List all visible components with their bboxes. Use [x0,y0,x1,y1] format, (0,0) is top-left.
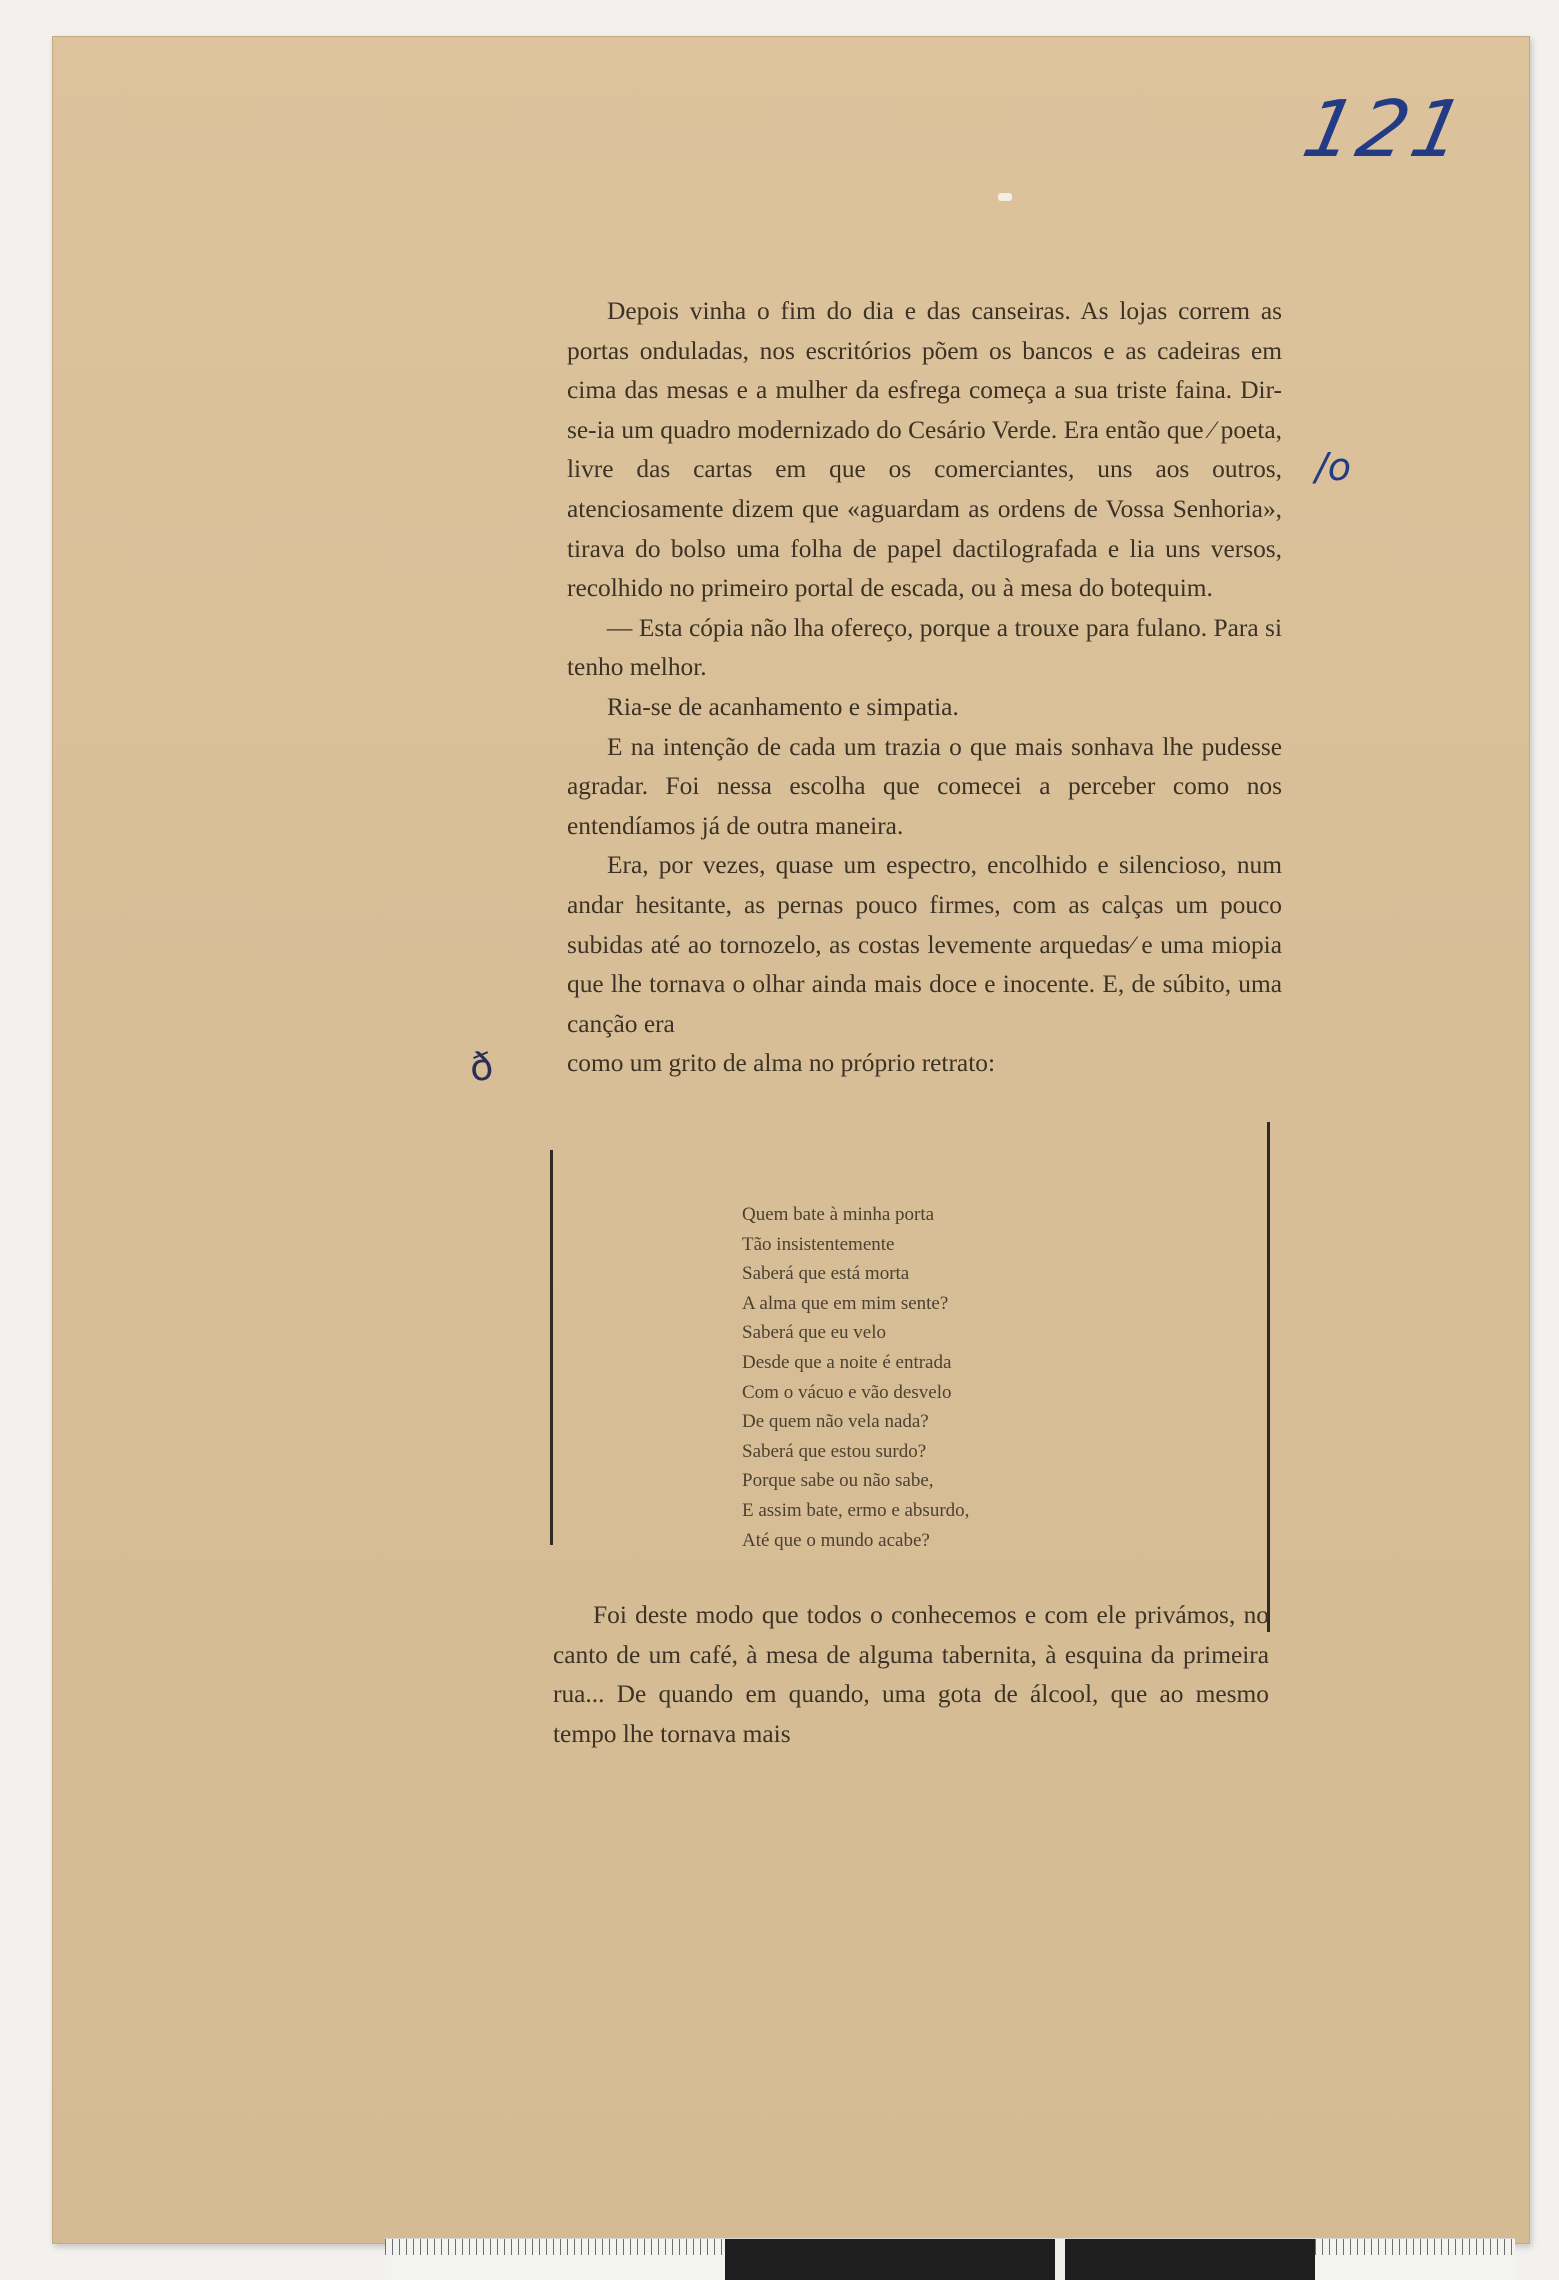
poem-line: Saberá que estou surdo? [742,1440,927,1462]
ruler-gap [1055,2239,1065,2280]
ruler-ticks-left [385,2239,725,2255]
poem-line: Porque sabe ou não sabe, [742,1470,934,1492]
poem-line: Até que o mundo acabe? [742,1529,930,1551]
margin-bracket-right [1267,1122,1270,1632]
poem-line: E assim bate, ermo e absurdo, [742,1499,970,1521]
paragraph-3: Ria-se de acanhamento e simpatia. [607,692,959,721]
paragraph-2: — Esta cópia não lha ofereço, porque a trouxe para fulano. Para si tenho melhor. [567,613,1282,682]
pin-hole-mark [998,193,1012,201]
poem-line: Quem bate à minha porta [742,1204,935,1225]
closing-paragraph: Foi deste modo que todos o conhecemos e com ele privámos, no canto de um café, à mesa de alguma tabernita, à esquina da primeira rua... De quando em quando, uma gota de álcool, que ao mesmo tempo lhe tornava mais [553,1601,1269,1748]
closing-text [553,1596,1269,1754]
poem-line: A alma que em mim sente? [742,1292,949,1314]
margin-note-right: /o [1315,445,1352,489]
poem-line: Saberá que eu velo [742,1322,887,1344]
poem-line: Tão insistentemente [742,1233,895,1255]
margin-bracket-left [550,1150,553,1545]
poem-intro-line: como um grito de alma no próprio retrato: [567,1049,995,1078]
poem-line: Desde que a noite é entrada [742,1351,952,1373]
poem-line: De quem não vela nada? [742,1411,929,1433]
folio-number: 121 [1295,85,1476,175]
paragraph-1: Depois vinha o fim do dia e das canseiras. As lojas correm as portas onduladas, nos escritórios põem os bancos e as cadeiras em cima das mesas e a mulher da esfrega começa a sua triste faina. Dir-se-ia um quadro modernizado do Cesário Verde. Era então que ⁄ poeta, livre das cartas em que os comerciantes, uns aos outros, atenciosamente dizem que «aguardam as ordens de Vossa Senhoria», tirava do bolso uma folha de papel dactilografada e lia uns versos, recolhido no primeiro portal de escada, ou à mesa do botequim. [567,297,1282,603]
poem [742,1200,1102,1555]
paragraph-5: Era, por vezes, quase um espectro, encolhido e silencioso, num andar hesitante, as pernas pouco firmes, com as calças um pouco subidas até ao tornozelo, as costas levemente arquedas⁄ e uma miopia que lhe tornava o olhar ainda mais doce e inocente. E, de súbito, uma canção era [567,851,1282,1038]
poem-line: Saberá que está morta [742,1263,910,1285]
scale-ruler [385,2238,1515,2280]
ruler-black-block [725,2239,1055,2280]
ruler-ticks-right [1315,2239,1515,2255]
margin-note-left: ð [468,1044,495,1090]
body-text [567,292,1282,1084]
paragraph-4: E na intenção de cada um trazia o que mais sonhava lhe pudesse agradar. Foi nessa escolha que comecei a perceber como nos entendíamos já de outra maneira. [567,732,1282,840]
poem-line: Com o vácuo e vão desvelo [742,1381,952,1403]
ruler-black-block [1065,2239,1315,2280]
